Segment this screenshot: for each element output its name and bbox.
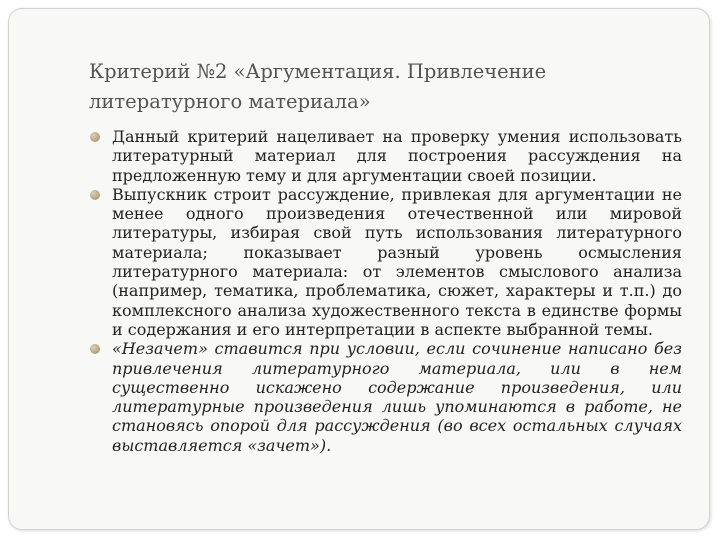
bullet-item [89,127,682,185]
bullet-dot-icon [90,190,100,200]
bullet-list [89,127,682,455]
bullet-dot-icon [90,132,100,142]
bullet-item [89,185,682,339]
bullet-text: «Незачет» ставится при условии, если сочинение написано без привлечения литературного материала, или в нем существенно искажено содержание произведения, или литературные произведения лишь упоминаются в работе, не становясь опорой для рассуждения (во всех остальных случаях выставляется «зачет»). [112,339,682,455]
slide [8,8,710,530]
bullet-dot-icon [90,344,100,354]
bullet-text: Выпускник строит рассуждение, привлекая для аргументации не менее одного произведения отечественной или мировой литературы, избирая свой путь использования литературного материала; показывает разный уровень осмысления литературного материала: от элементов смыслового анализа (например, тематика, проблематика, сюжет, характеры и т.п.) до комплексного анализа художественного текста в единстве формы и содержания и его интерпретации в аспекте выбранной темы. [112,184,682,339]
bullet-item [89,339,682,455]
bullet-text: Данный критерий нацеливает на проверку умения использовать литературный материал для построения рассуждения на предложенную тему и для аргументации своей позиции. [112,127,682,185]
slide-title: Критерий №2 «Аргументация. Привлечение литературного материала» [89,60,547,113]
